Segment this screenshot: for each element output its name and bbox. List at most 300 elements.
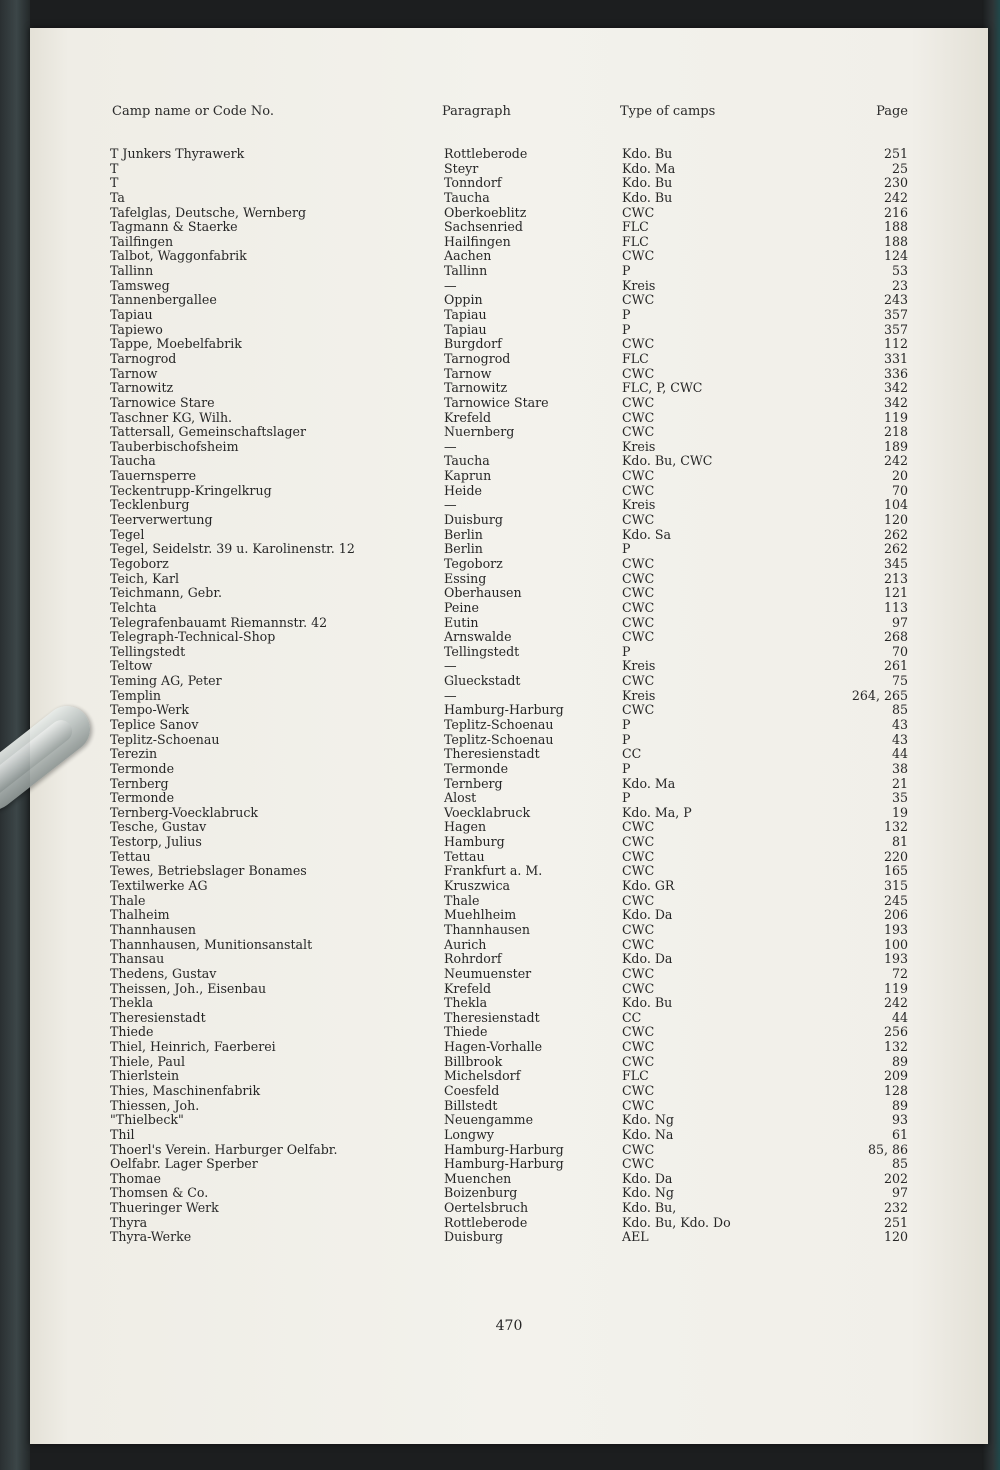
entry-page: 85, 86 [867, 1141, 908, 1157]
index-entry-row [30, 982, 988, 997]
entry-type: P [622, 541, 631, 557]
entry-page: 262 [883, 526, 908, 542]
index-entry-row [30, 1216, 988, 1231]
entry-camp-name: Tappe, Moebelfabrik [110, 336, 242, 352]
column-header-row [30, 104, 988, 122]
entry-type: CWC [622, 336, 655, 352]
entry-page: 70 [891, 643, 908, 659]
entry-paragraph: Hamburg-Harburg [444, 1156, 564, 1172]
entry-paragraph: Aurich [444, 936, 487, 952]
entry-camp-name: Teplice Sanov [110, 716, 199, 732]
entry-page: 206 [883, 907, 908, 923]
entry-paragraph: Krefeld [444, 409, 492, 425]
index-entry-row [30, 864, 988, 879]
entry-camp-name: Taschner KG, Wilh. [110, 409, 233, 425]
entry-type: Kdo. Bu [622, 175, 673, 191]
index-entry-row [30, 1040, 988, 1055]
entry-paragraph: Thannhausen [444, 921, 530, 937]
entry-type: CWC [622, 936, 655, 952]
index-entry-row [30, 674, 988, 689]
entry-paragraph: Boizenburg [444, 1185, 518, 1201]
entry-type: Kdo. Na [622, 1126, 674, 1142]
entry-type: Kreis [622, 497, 656, 513]
entry-camp-name: Thannhausen, Munitionsanstalt [110, 936, 313, 952]
entry-type: CWC [622, 629, 655, 645]
entry-page: 44 [891, 1009, 908, 1025]
entry-camp-name: Tewes, Betriebslager Bonames [110, 863, 307, 879]
entry-type: CC [622, 746, 642, 762]
entry-camp-name: Termonde [110, 760, 175, 776]
entry-type: P [622, 790, 631, 806]
index-entry-row [30, 689, 988, 704]
entry-paragraph: Oberkoeblitz [444, 204, 527, 220]
entry-paragraph: Tarnowitz [444, 380, 508, 396]
entry-page: 188 [883, 219, 908, 235]
entry-camp-name: Teerverwertung [110, 512, 213, 528]
entry-camp-name: Tauberbischofsheim [110, 438, 239, 454]
index-entry-row [30, 1099, 988, 1114]
index-entry-row [30, 323, 988, 338]
entry-page: 357 [883, 307, 908, 323]
entry-page: 85 [891, 1156, 908, 1172]
entry-type: CWC [622, 892, 655, 908]
entry-paragraph: Alost [444, 790, 477, 806]
entry-camp-name: Telegrafenbauamt Riemannstr. 42 [110, 614, 328, 630]
index-entry-row [30, 191, 988, 206]
entry-type: Kdo. Da [622, 951, 673, 967]
entry-paragraph: Tegoborz [444, 555, 503, 571]
entry-camp-name: Telegraph-Technical-Shop [110, 629, 276, 645]
index-entries [30, 147, 988, 1245]
entry-camp-name: Ternberg-Voecklabruck [110, 804, 259, 820]
index-entry-row [30, 1055, 988, 1070]
index-entry-row [30, 498, 988, 513]
entry-camp-name: Tagmann & Staerke [110, 219, 238, 235]
entry-camp-name: Textilwerke AG [110, 878, 208, 894]
entry-page: 100 [883, 936, 908, 952]
entry-page: 85 [891, 702, 908, 718]
entry-camp-name: Thekla [110, 995, 154, 1011]
entry-type: CWC [622, 468, 655, 484]
entry-camp-name: Thomsen & Co. [110, 1185, 209, 1201]
entry-type: CWC [622, 570, 655, 586]
index-entry-row [30, 806, 988, 821]
entry-camp-name: Teltow [110, 658, 153, 674]
index-entry-row [30, 147, 988, 162]
index-entry-row [30, 572, 988, 587]
entry-camp-name: Thiessen, Joh. [110, 1097, 200, 1113]
entry-paragraph: Theresienstadt [444, 1009, 540, 1025]
index-entry-row [30, 835, 988, 850]
entry-paragraph: Duisburg [444, 512, 503, 528]
index-entry-row [30, 703, 988, 718]
entry-type: CWC [622, 1053, 655, 1069]
entry-paragraph: Tarnogrod [444, 350, 511, 366]
entry-type: Kreis [622, 438, 656, 454]
index-entry-row [30, 1143, 988, 1158]
entry-camp-name: Tarnogrod [110, 350, 177, 366]
entry-camp-name: Tauernsperre [110, 468, 197, 484]
entry-camp-name: Thiede [110, 1024, 154, 1040]
entry-paragraph: Muenchen [444, 1170, 512, 1186]
entry-page: 70 [891, 482, 908, 498]
entry-type: Kdo. Bu [622, 995, 673, 1011]
entry-page: 245 [883, 892, 908, 908]
entry-paragraph: Teplitz-Schoenau [444, 716, 554, 732]
entry-type: CWC [622, 555, 655, 571]
entry-type: CWC [622, 1097, 655, 1113]
entry-type: CWC [622, 921, 655, 937]
entry-paragraph: Teplitz-Schoenau [444, 731, 554, 747]
index-entry-row [30, 484, 988, 499]
entry-camp-name: T [110, 160, 119, 176]
entry-type: Kdo. Bu, Kdo. Do [622, 1214, 731, 1230]
entry-page: 53 [891, 263, 908, 279]
entry-page: 20 [891, 468, 908, 484]
entry-page: 21 [891, 775, 908, 791]
index-entry-row [30, 733, 988, 748]
entry-paragraph: Thekla [444, 995, 488, 1011]
entry-type: CWC [622, 1083, 655, 1098]
entry-type: CWC [622, 1024, 655, 1040]
entry-type: Kdo. Da [622, 907, 673, 923]
entry-page: 193 [883, 921, 908, 937]
entry-camp-name: Thyra-Werke [110, 1229, 192, 1245]
entry-paragraph: Peine [444, 599, 479, 615]
index-entry-row [30, 879, 988, 894]
entry-paragraph: Theresienstadt [444, 746, 540, 762]
header-paragraph: Paragraph [442, 104, 511, 119]
entry-paragraph: Burgdorf [444, 336, 502, 352]
entry-page: 81 [891, 834, 908, 850]
entry-camp-name: Ternberg [110, 775, 169, 791]
entry-type: CWC [622, 702, 655, 718]
entry-camp-name: Thedens, Gustav [110, 965, 217, 981]
entry-camp-name: Thomae [110, 1170, 161, 1186]
entry-page: 218 [883, 424, 908, 440]
entry-page: 202 [883, 1170, 908, 1186]
entry-paragraph: Hamburg-Harburg [444, 1141, 564, 1157]
index-entry-row [30, 747, 988, 762]
entry-paragraph: — [444, 687, 457, 703]
entry-paragraph: Oberhausen [444, 585, 522, 601]
entry-page: 345 [883, 555, 908, 571]
index-entry-row [30, 1069, 988, 1084]
entry-type: CWC [622, 482, 655, 498]
entry-paragraph: — [444, 438, 457, 454]
entry-page: 25 [891, 160, 908, 176]
entry-camp-name: Tamsweg [110, 277, 170, 293]
index-entry-row [30, 777, 988, 792]
index-entry-row [30, 894, 988, 909]
entry-page: 216 [883, 204, 908, 220]
entry-type: CWC [622, 585, 655, 601]
entry-type: Kdo. Ma [622, 160, 676, 176]
entry-paragraph: Steyr [444, 160, 479, 176]
entry-camp-name: Thyra [110, 1214, 148, 1230]
entry-page: 165 [883, 863, 908, 879]
index-entry-row [30, 601, 988, 616]
entry-page: 112 [883, 336, 908, 352]
index-entry-row [30, 469, 988, 484]
entry-type: CWC [622, 819, 655, 835]
entry-paragraph: Rohrdorf [444, 951, 502, 967]
index-entry-row [30, 454, 988, 469]
entry-type: CWC [622, 599, 655, 615]
index-entry-row [30, 1172, 988, 1187]
index-entry-row [30, 293, 988, 308]
index-entry-row [30, 791, 988, 806]
entry-type: P [622, 716, 631, 732]
entry-paragraph: Neuengamme [444, 1112, 534, 1128]
index-entry-row [30, 908, 988, 923]
entry-type: CWC [622, 424, 655, 440]
entry-type: CWC [622, 409, 655, 425]
entry-paragraph: Tallinn [444, 263, 488, 279]
entry-page: 243 [883, 292, 908, 308]
entry-type: Kdo. Bu [622, 189, 673, 205]
entry-camp-name: Tapiewo [110, 321, 163, 337]
index-entry-row [30, 820, 988, 835]
entry-type: CWC [622, 673, 655, 689]
index-entry-row [30, 1201, 988, 1216]
entry-camp-name: Tegel [110, 526, 145, 542]
entry-page: 357 [883, 321, 908, 337]
entry-page: 19 [891, 804, 908, 820]
entry-camp-name: Teckentrupp-Kringelkrug [110, 482, 272, 498]
index-entry-row [30, 850, 988, 865]
entry-camp-name: Teichmann, Gebr. [110, 585, 222, 601]
entry-page: 331 [883, 350, 908, 366]
index-entry-row [30, 206, 988, 221]
entry-type: Kdo. Ng [622, 1185, 674, 1201]
entry-paragraph: Tapiau [444, 307, 487, 323]
index-entry-row [30, 630, 988, 645]
entry-type: Kdo. Sa [622, 526, 671, 542]
page-number: 470 [495, 1318, 523, 1334]
entry-type: CWC [622, 614, 655, 630]
entry-paragraph: Arnswalde [444, 629, 512, 645]
entry-paragraph: Muehlheim [444, 907, 517, 923]
entry-type: FLC [622, 233, 649, 249]
entry-paragraph: Billstedt [444, 1097, 498, 1113]
entry-paragraph: Oertelsbruch [444, 1200, 529, 1216]
entry-paragraph: Nuernberg [444, 424, 515, 440]
entry-camp-name: Tellingstedt [110, 643, 186, 659]
entry-camp-name: T [110, 175, 119, 191]
entry-paragraph: Kruszwica [444, 878, 511, 894]
index-entry-row [30, 616, 988, 631]
entry-camp-name: Thierlstein [110, 1068, 180, 1084]
entry-camp-name: Thueringer Werk [110, 1200, 219, 1216]
entry-page: 120 [883, 512, 908, 528]
entry-type: CWC [622, 965, 655, 981]
index-page [30, 28, 988, 1444]
entry-paragraph: Taucha [444, 453, 490, 469]
entry-camp-name: Teplitz-Schoenau [110, 731, 220, 747]
entry-paragraph: Rottleberode [444, 1214, 528, 1230]
entry-page: 261 [883, 658, 908, 674]
index-entry-row [30, 1186, 988, 1201]
entry-page: 113 [883, 599, 908, 615]
header-type-of-camps: Type of camps [620, 104, 716, 119]
entry-paragraph: Krefeld [444, 980, 492, 996]
index-entry-row [30, 923, 988, 938]
entry-page: 256 [883, 1024, 908, 1040]
entry-camp-name: Thil [110, 1126, 135, 1142]
entry-page: 315 [883, 878, 908, 894]
entry-camp-name: Ta [110, 189, 125, 205]
entry-type: Kreis [622, 277, 656, 293]
index-entry-row [30, 586, 988, 601]
entry-page: 93 [891, 1112, 908, 1128]
entry-paragraph: Rottleberode [444, 146, 528, 161]
index-entry-row [30, 1025, 988, 1040]
index-entry-row [30, 996, 988, 1011]
entry-page: 209 [883, 1068, 908, 1084]
entry-page: 97 [891, 1185, 908, 1201]
index-entry-row [30, 952, 988, 967]
entry-paragraph: Berlin [444, 541, 483, 557]
index-entry-row [30, 645, 988, 660]
index-entry-row [30, 967, 988, 982]
entry-type: Kdo. Ma, P [622, 804, 692, 820]
entry-type: CWC [622, 1156, 655, 1172]
entry-page: 342 [883, 380, 908, 396]
index-entry-row [30, 1157, 988, 1172]
entry-type: FLC, P, CWC [622, 380, 703, 396]
entry-type: P [622, 263, 631, 279]
entry-camp-name: Tailfingen [110, 233, 174, 249]
entry-page: 213 [883, 570, 908, 586]
entry-camp-name: Thoerl's Verein. Harburger Oelfabr. [110, 1141, 338, 1157]
entry-page: 251 [883, 146, 908, 161]
entry-paragraph: — [444, 497, 457, 513]
entry-page: 132 [883, 1039, 908, 1055]
entry-camp-name: Tegel, Seidelstr. 39 u. Karolinenstr. 12 [110, 541, 355, 557]
entry-paragraph: Frankfurt a. M. [444, 863, 543, 879]
entry-type: Kreis [622, 658, 656, 674]
entry-type: FLC [622, 219, 649, 235]
index-entry-row [30, 542, 988, 557]
entry-type: Kreis [622, 687, 656, 703]
index-entry-row [30, 367, 988, 382]
index-entry-row [30, 220, 988, 235]
entry-type: CWC [622, 365, 655, 381]
index-entry-row [30, 1113, 988, 1128]
index-entry-row [30, 249, 988, 264]
entry-paragraph: Ternberg [444, 775, 503, 791]
entry-type: CWC [622, 863, 655, 879]
entry-page: 336 [883, 365, 908, 381]
entry-camp-name: Tettau [110, 848, 151, 864]
entry-page: 242 [883, 189, 908, 205]
entry-paragraph: Thale [444, 892, 480, 908]
entry-page: 188 [883, 233, 908, 249]
entry-page: 230 [883, 175, 908, 191]
index-entry-row [30, 337, 988, 352]
entry-paragraph: Tonndorf [444, 175, 502, 191]
index-entry-row [30, 235, 988, 250]
entry-paragraph: Hagen-Vorhalle [444, 1039, 543, 1055]
entry-camp-name: Tegoborz [110, 555, 169, 571]
entry-page: 119 [883, 409, 908, 425]
index-entry-row [30, 1011, 988, 1026]
entry-page: 35 [891, 790, 908, 806]
entry-camp-name: Taucha [110, 453, 156, 469]
entry-paragraph: Hagen [444, 819, 487, 835]
entry-paragraph: Berlin [444, 526, 483, 542]
entry-camp-name: Termonde [110, 790, 175, 806]
entry-camp-name: Tapiau [110, 307, 153, 323]
entry-page: 43 [891, 716, 908, 732]
entry-paragraph: Aachen [444, 248, 492, 264]
entry-camp-name: Tallinn [110, 263, 154, 279]
entry-page: 251 [883, 1214, 908, 1230]
entry-type: AEL [622, 1229, 649, 1245]
entry-page: 44 [891, 746, 908, 762]
entry-camp-name: Tafelglas, Deutsche, Wernberg [110, 204, 307, 220]
entry-camp-name: Thies, Maschinenfabrik [110, 1083, 261, 1098]
entry-page: 242 [883, 453, 908, 469]
entry-camp-name: Thannhausen [110, 921, 196, 937]
entry-paragraph: Duisburg [444, 1229, 503, 1245]
entry-type: Kdo. Da [622, 1170, 673, 1186]
entry-camp-name: Telchta [110, 599, 157, 615]
entry-camp-name: Thalheim [110, 907, 170, 923]
entry-type: P [622, 307, 631, 323]
entry-page: 89 [891, 1097, 908, 1113]
entry-paragraph: — [444, 658, 457, 674]
entry-page: 120 [883, 1229, 908, 1245]
entry-page: 189 [883, 438, 908, 454]
entry-paragraph: Termonde [444, 760, 509, 776]
entry-type: CWC [622, 248, 655, 264]
entry-type: FLC [622, 1068, 649, 1084]
index-entry-row [30, 557, 988, 572]
entry-page: 119 [883, 980, 908, 996]
entry-page: 104 [883, 497, 908, 513]
entry-page: 264, 265 [851, 687, 908, 703]
entry-page: 89 [891, 1053, 908, 1069]
entry-page: 75 [891, 673, 908, 689]
entry-page: 72 [891, 965, 908, 981]
entry-page: 193 [883, 951, 908, 967]
entry-paragraph: Thiede [444, 1024, 488, 1040]
entry-page: 121 [883, 585, 908, 601]
entry-type: Kdo. GR [622, 878, 675, 894]
entry-paragraph: Billbrook [444, 1053, 503, 1069]
entry-type: P [622, 321, 631, 337]
entry-type: P [622, 760, 631, 776]
entry-camp-name: Thiele, Paul [110, 1053, 186, 1069]
entry-type: CWC [622, 1141, 655, 1157]
entry-paragraph: Taucha [444, 189, 490, 205]
entry-type: CWC [622, 980, 655, 996]
entry-camp-name: Thansau [110, 951, 165, 967]
entry-paragraph: Hamburg-Harburg [444, 702, 564, 718]
entry-camp-name: "Thielbeck" [110, 1112, 184, 1128]
entry-paragraph: Essing [444, 570, 487, 586]
entry-camp-name: Talbot, Waggonfabrik [110, 248, 247, 264]
entry-camp-name: Thiel, Heinrich, Faerberei [110, 1039, 276, 1055]
entry-page: 43 [891, 731, 908, 747]
entry-paragraph: Longwy [444, 1126, 495, 1142]
entry-page: 61 [891, 1126, 908, 1142]
index-entry-row [30, 381, 988, 396]
entry-page: 38 [891, 760, 908, 776]
entry-paragraph: Kaprun [444, 468, 492, 484]
